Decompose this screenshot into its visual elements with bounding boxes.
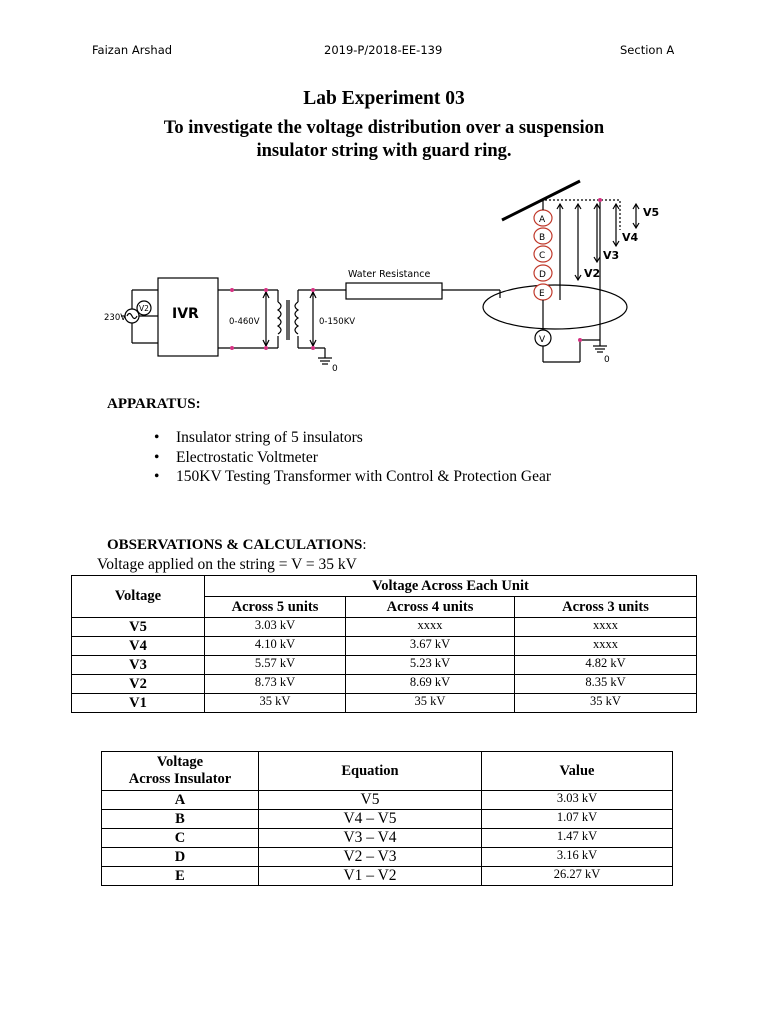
row-label: D: [102, 848, 259, 867]
list-item: • Electrostatic Voltmeter: [152, 448, 556, 468]
disc-label-d: D: [539, 270, 546, 280]
table-cell: 4.82 kV: [515, 656, 697, 675]
row-label: V5: [72, 618, 205, 637]
table-header-3-units: Across 3 units: [515, 597, 697, 618]
table-cell: 35 kV: [515, 694, 697, 713]
author-name: Faizan Arshad: [92, 43, 173, 57]
apparatus-heading: APPARATUS:: [107, 396, 201, 412]
table-row: [102, 810, 673, 829]
observations-heading-text: OBSERVATIONS & CALCULATIONS: [107, 537, 363, 553]
table-header-5-units: Across 5 units: [205, 597, 346, 618]
equation-cell: V1 – V2: [259, 867, 482, 886]
row-label: E: [102, 867, 259, 886]
equation-cell: V5: [259, 791, 482, 810]
row-label: V1: [72, 694, 205, 713]
table-row: [102, 791, 673, 810]
ground-label: 0: [332, 364, 338, 374]
range-low-label: 0-460V: [229, 317, 260, 327]
table-group-header: Voltage Across Each Unit: [205, 576, 697, 597]
registration-number: 2019-P/2018-EE-139: [324, 43, 443, 57]
equation-cell: V3 – V4: [259, 829, 482, 848]
table-cell: xxxx: [515, 618, 697, 637]
disc-label-b: B: [539, 233, 546, 243]
table-header-voltage-across: [102, 752, 259, 791]
page-title: Lab Experiment 03: [303, 88, 465, 109]
row-label: B: [102, 810, 259, 829]
transformer-secondary-icon: [295, 302, 298, 334]
equation-cell: V2 – V3: [259, 848, 482, 867]
page-subtitle-line2: insulator string with guard ring.: [256, 141, 512, 161]
ivr-label: IVR: [172, 306, 199, 322]
table-row: [102, 848, 673, 867]
row-label: V4: [72, 637, 205, 656]
v2-meter-label: V2: [139, 304, 149, 313]
ground-label-2: 0: [604, 355, 610, 365]
disc-label-a: A: [539, 215, 546, 225]
row-label: A: [102, 791, 259, 810]
table-cell: xxxx: [346, 618, 515, 637]
table-header-voltage: Voltage: [72, 576, 205, 618]
guard-ring: [483, 285, 627, 329]
table-cell: 5.57 kV: [205, 656, 346, 675]
table-cell: 8.35 kV: [515, 675, 697, 694]
circuit-diagram: [0, 0, 768, 400]
value-cell: 26.27 kV: [482, 867, 673, 886]
voltage-distribution-table: [71, 575, 697, 713]
voltmeter-label: V: [539, 335, 546, 345]
table-row: [72, 656, 697, 675]
table-cell: 8.69 kV: [346, 675, 515, 694]
observations-heading: [107, 537, 367, 554]
table-header-4-units: Across 4 units: [346, 597, 515, 618]
table-cell: xxxx: [515, 637, 697, 656]
applied-voltage-text: Voltage applied on the string = V = 35 kV: [97, 556, 357, 573]
table-row: [102, 867, 673, 886]
v3-label: V3: [603, 249, 620, 262]
table-row: [102, 829, 673, 848]
row-label: V3: [72, 656, 205, 675]
page-subtitle-line1: To investigate the voltage distribution over a suspension: [163, 118, 605, 138]
v2-label: V2: [584, 267, 601, 280]
section-label: Section A: [620, 43, 675, 57]
observations-colon: :: [362, 537, 367, 553]
transformer-primary-icon: [278, 302, 281, 334]
table-row: [72, 694, 697, 713]
table-row: [72, 618, 697, 637]
header-line-2: Across Insulator: [128, 771, 232, 787]
table-row: [72, 637, 697, 656]
table-header-value: Value: [482, 752, 673, 791]
table-cell: 3.67 kV: [346, 637, 515, 656]
table-cell: 35 kV: [205, 694, 346, 713]
equation-cell: V4 – V5: [259, 810, 482, 829]
table-cell: 3.03 kV: [205, 618, 346, 637]
list-item: • 150KV Testing Transformer with Control & Protection Gear: [152, 467, 556, 487]
table-row: [72, 675, 697, 694]
table-cell: 35 kV: [346, 694, 515, 713]
water-resistance: [346, 283, 442, 299]
value-cell: 1.07 kV: [482, 810, 673, 829]
header-line-1: Voltage: [156, 754, 204, 770]
water-resistance-label: Water Resistance: [348, 269, 431, 280]
source-label: 230V: [104, 313, 127, 323]
disc-label-c: C: [539, 251, 546, 261]
table-cell: 5.23 kV: [346, 656, 515, 675]
value-cell: 3.16 kV: [482, 848, 673, 867]
value-cell: 3.03 kV: [482, 791, 673, 810]
table-cell: 4.10 kV: [205, 637, 346, 656]
insulator-voltage-table: [101, 751, 673, 886]
value-cell: 1.47 kV: [482, 829, 673, 848]
v5-label: V5: [643, 206, 660, 219]
list-item: • Insulator string of 5 insulators: [152, 428, 556, 448]
apparatus-list: [152, 428, 556, 487]
disc-label-e: E: [539, 289, 545, 299]
table-cell: 8.73 kV: [205, 675, 346, 694]
table-header-equation: Equation: [259, 752, 482, 791]
range-high-label: 0-150KV: [319, 317, 356, 327]
row-label: C: [102, 829, 259, 848]
row-label: V2: [72, 675, 205, 694]
v4-label: V4: [622, 231, 639, 244]
